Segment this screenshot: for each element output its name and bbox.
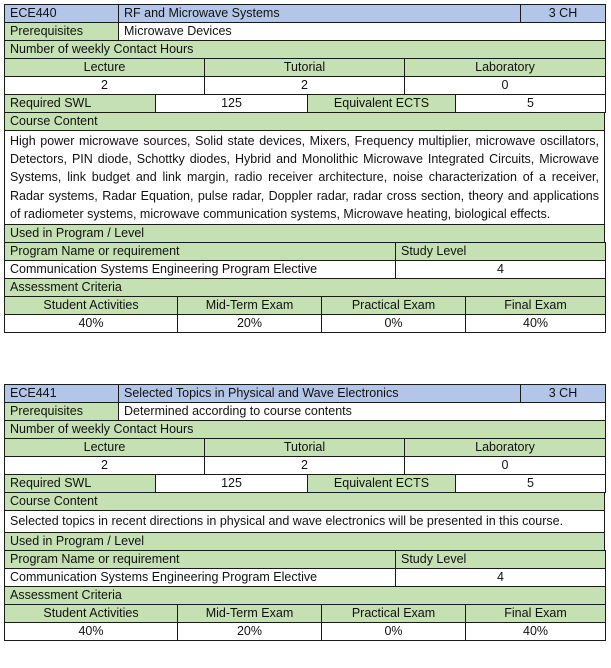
- final-exam-header: Final Exam: [466, 604, 606, 622]
- program-name-value: Communication Systems Engineering Program Elective: [5, 568, 396, 586]
- swl-row: [5, 475, 606, 493]
- program-header-row: [5, 243, 606, 261]
- course-title: RF and Microwave Systems: [119, 5, 521, 23]
- swl-label: Required SWL: [5, 475, 156, 493]
- tutorial-value: 2: [205, 77, 405, 95]
- program-table: [4, 550, 606, 587]
- swl-table: [4, 474, 606, 493]
- prerequisites-row: [5, 23, 606, 41]
- swl-table: [4, 94, 606, 113]
- practical-exam-value: 0%: [322, 622, 466, 640]
- assessment-label: Assessment Criteria: [5, 586, 606, 604]
- assessment-header-row: [5, 604, 606, 622]
- student-activities-value: 40%: [5, 622, 178, 640]
- contact-hours-table: [4, 40, 606, 95]
- program-table: [4, 242, 606, 279]
- assessment-value-row: [5, 622, 606, 640]
- course-header-table: [4, 384, 606, 421]
- contact-hours-label: Number of weekly Contact Hours: [5, 421, 606, 439]
- practical-exam-value: 0%: [322, 315, 466, 333]
- program-section-label: Used in Program / Level: [5, 225, 605, 243]
- laboratory-header: Laboratory: [405, 59, 606, 77]
- ects-value: 5: [456, 95, 606, 113]
- student-activities-header: Student Activities: [5, 604, 178, 622]
- student-activities-header: Student Activities: [5, 297, 178, 315]
- course-title-row: [5, 5, 606, 23]
- assessment-value-row: [5, 315, 606, 333]
- final-exam-value: 40%: [466, 315, 606, 333]
- lecture-header: Lecture: [5, 439, 205, 457]
- assessment-table: [4, 278, 606, 333]
- laboratory-header: Laboratory: [405, 439, 606, 457]
- program-name-header: Program Name or requirement: [5, 550, 396, 568]
- laboratory-value: 0: [405, 77, 606, 95]
- course-code: ECE440: [5, 5, 119, 23]
- prerequisites-label: Prerequisites: [5, 403, 119, 421]
- program-name-value: Communication Systems Engineering Program Elective: [5, 261, 396, 279]
- swl-row: [5, 95, 606, 113]
- tutorial-value: 2: [205, 457, 405, 475]
- course-code: ECE441: [5, 385, 119, 403]
- swl-value: 125: [156, 475, 308, 493]
- contact-hours-table: [4, 420, 606, 475]
- prerequisites-value: Determined according to course contents: [119, 403, 606, 421]
- midterm-exam-value: 20%: [178, 622, 322, 640]
- assessment-label: Assessment Criteria: [5, 279, 606, 297]
- program-value-row: [5, 568, 606, 586]
- contact-hours-header-row: [5, 59, 606, 77]
- contact-hours-value-row: [5, 457, 606, 475]
- contact-hours-label: Number of weekly Contact Hours: [5, 41, 606, 59]
- tutorial-header: Tutorial: [205, 439, 405, 457]
- swl-label: Required SWL: [5, 95, 156, 113]
- assessment-table: [4, 586, 606, 641]
- content-table: [4, 492, 605, 551]
- ects-value: 5: [456, 475, 606, 493]
- prerequisites-label: Prerequisites: [5, 23, 119, 41]
- lecture-value: 2: [5, 77, 205, 95]
- midterm-exam-header: Mid-Term Exam: [178, 297, 322, 315]
- course-title: Selected Topics in Physical and Wave Electronics: [119, 385, 521, 403]
- course-content-label: Course Content: [5, 113, 605, 131]
- program-header-row: [5, 550, 606, 568]
- course-title-row: [5, 385, 606, 403]
- course-header-table: [4, 4, 606, 41]
- final-exam-value: 40%: [466, 622, 606, 640]
- content-table: [4, 112, 605, 243]
- practical-exam-header: Practical Exam: [322, 297, 466, 315]
- prerequisites-row: [5, 403, 606, 421]
- study-level-header: Study Level: [396, 243, 606, 261]
- course-content-text: Selected topics in recent directions in physical and wave electronics will be presented in this course.: [5, 511, 605, 533]
- laboratory-value: 0: [405, 457, 606, 475]
- student-activities-value: 40%: [5, 315, 178, 333]
- final-exam-header: Final Exam: [466, 297, 606, 315]
- lecture-header: Lecture: [5, 59, 205, 77]
- swl-value: 125: [156, 95, 308, 113]
- course-table-ece441: [4, 384, 605, 641]
- credit-hours: 3 CH: [521, 5, 606, 23]
- ects-label: Equivalent ECTS: [308, 95, 456, 113]
- study-level-header: Study Level: [396, 550, 606, 568]
- program-section-label: Used in Program / Level: [5, 532, 605, 550]
- credit-hours: 3 CH: [521, 385, 606, 403]
- contact-hours-header-row: [5, 439, 606, 457]
- practical-exam-header: Practical Exam: [322, 604, 466, 622]
- study-level-value: 4: [396, 261, 606, 279]
- tutorial-header: Tutorial: [205, 59, 405, 77]
- program-name-header: Program Name or requirement: [5, 243, 396, 261]
- assessment-header-row: [5, 297, 606, 315]
- lecture-value: 2: [5, 457, 205, 475]
- program-value-row: [5, 261, 606, 279]
- course-content-label: Course Content: [5, 493, 605, 511]
- study-level-value: 4: [396, 568, 606, 586]
- contact-hours-value-row: [5, 77, 606, 95]
- course-table-ece440: [4, 4, 605, 333]
- course-content-text: High power microwave sources, Solid state devices, Mixers, Frequency multiplier, microwave oscillators, Detectors, PIN diode, Schottky diodes, Hybrid and Monolithic Microwave Integrated Circuits, Microwave Systems, link budget and link margin, radio receiver architecture, noise characterization of a receiver, Radar systems, Radar Equation, pulse radar, Doppler radar, radar cross section, theory and applications of radiometer systems, microwave communication systems, Microwave heating, biological effects.: [5, 131, 605, 225]
- prerequisites-value: Microwave Devices: [119, 23, 606, 41]
- midterm-exam-header: Mid-Term Exam: [178, 604, 322, 622]
- ects-label: Equivalent ECTS: [308, 475, 456, 493]
- midterm-exam-value: 20%: [178, 315, 322, 333]
